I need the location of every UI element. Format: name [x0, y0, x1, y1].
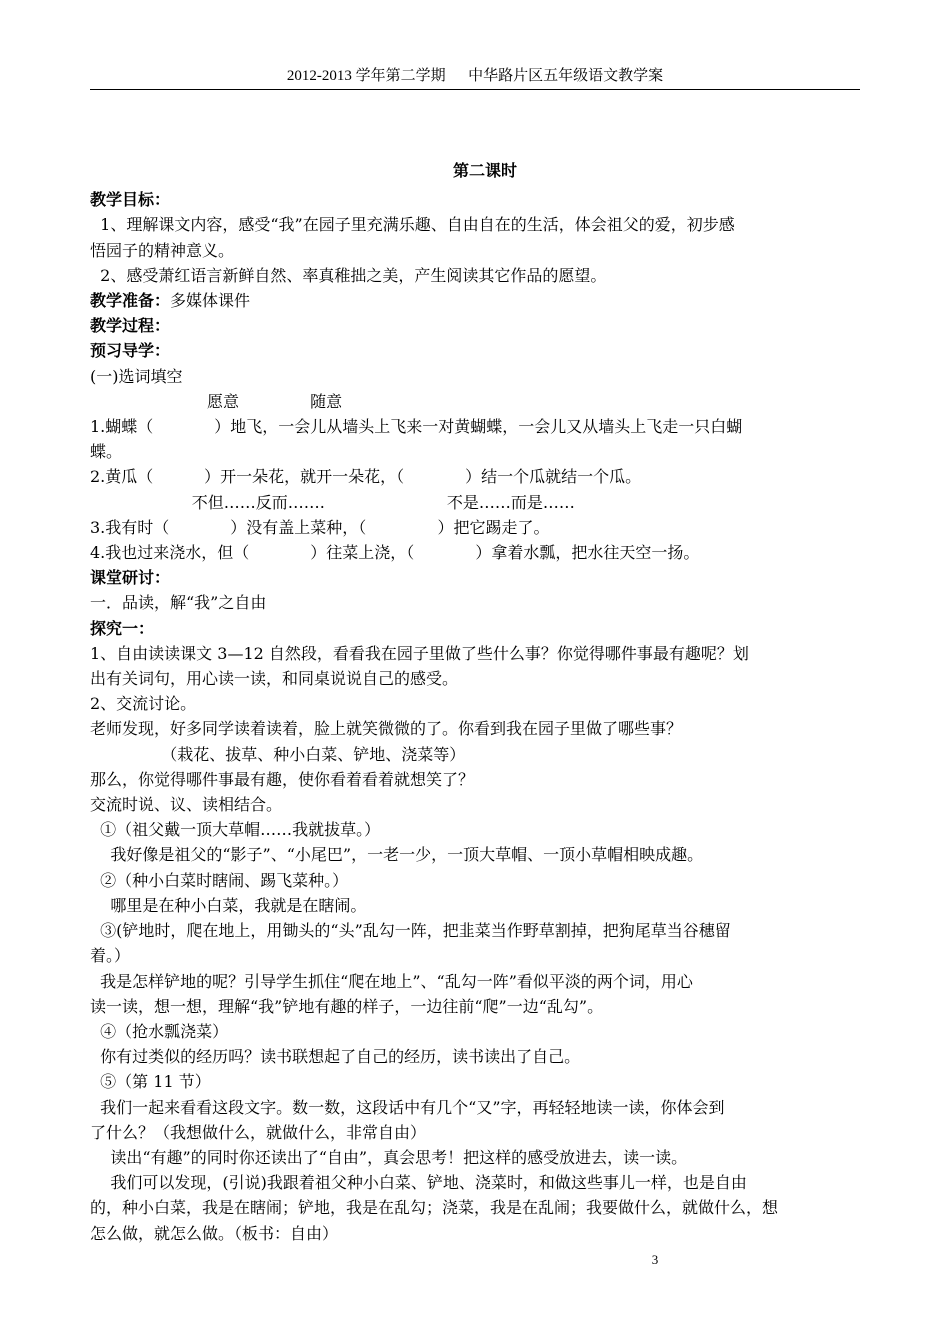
header-rule	[90, 89, 860, 90]
text-line: 老师发现，好多同学读着读着，脸上就笑微微的了。你看到我在园子里做了哪些事？	[90, 719, 683, 739]
section-heading: 教学准备：	[90, 291, 171, 311]
text-line: 那么，你觉得哪件事最有趣，使你看着看着就想笑了？	[90, 769, 475, 789]
text-line: 悟园子的精神意义。	[90, 240, 235, 260]
text-line: ②（种小白菜时瞎闹、踢飞菜种。）	[90, 870, 349, 890]
text-line: 1、自由读读课文 3—12 自然段，看看我在园子里做了些什么事？你觉得哪件事最有趣呢？划	[90, 643, 749, 663]
text-line: 我们可以发现，(引说)我跟着祖父种小白菜、铲地、浇菜时，和做这些事儿一样，也是自由	[90, 1173, 747, 1193]
text-line: ③(铲地时，爬在地上，用锄头的“头”乱勾一阵，把韭菜当作野草割掉，把狗尾草当谷穗留	[90, 921, 731, 941]
text-line: 着。）	[90, 946, 131, 966]
text-line: 我是怎样铲地的呢？引导学生抓住“爬在地上”、“乱勾一阵”看似平淡的两个词，用心	[90, 971, 693, 991]
text-line: 不但……反而……. 不是……而是……	[90, 492, 575, 512]
text-line: 了什么？（我想做什么，就做什么，非常自由）	[90, 1122, 427, 1142]
text-line: 读出“有趣”的同时你还读出了“自由”，真会思考！把这样的感受放进去，读一读。	[90, 1147, 688, 1167]
heading-value: 多媒体课件	[170, 291, 251, 311]
text-line: 2、感受萧红语言新鲜自然、率真稚拙之美，产生阅读其它作品的愿望。	[90, 265, 607, 285]
text-line: 4.我也过来浇水，但（ ）往菜上浇，（ ）拿着水瓢，把水往天空一扬。	[90, 543, 700, 563]
text-line: ④（抢水瓢浇菜）	[90, 1021, 229, 1041]
text-line: 1.蝴蝶（ ）地飞，一会儿从墙头上飞来一对黄蝴蝶，一会儿又从墙头上飞走一只白蝴	[90, 417, 743, 437]
text-line: 交流时说、议、读相结合。	[90, 795, 283, 815]
lesson-content	[90, 158, 860, 1246]
section-heading: 教学过程：	[90, 316, 171, 336]
text-line: 蝶。	[90, 442, 123, 462]
text-line: 2、交流讨论。	[90, 694, 197, 714]
text-line: 1、理解课文内容，感受“我”在园子里充满乐趣、自由自在的生活，体会祖父的爱，初步感	[90, 215, 735, 235]
text-line: 出有关词句，用心读一读，和同桌说说自己的感受。	[90, 669, 459, 689]
section-heading: 教学目标：	[90, 190, 171, 210]
text-line: 愿意 随意	[90, 391, 343, 411]
text-line: ⑤（第 11 节）	[90, 1072, 211, 1092]
text-line	[90, 288, 860, 313]
text-line: 哪里是在种小白菜，我就是在瞎闹。	[90, 895, 367, 915]
text-line: ①（祖父戴一顶大草帽……我就拔草。）	[90, 820, 381, 840]
text-line: 怎么做，就怎么做。（板书：自由）	[90, 1223, 339, 1243]
text-line: 2.黄瓜（ ）开一朵花，就开一朵花，（ ）结一个瓜就结一个瓜。	[90, 467, 642, 487]
text-line: (一)选词填空	[90, 366, 183, 386]
text-line: 我们一起来看看这段文字。数一数，这段话中有几个“又”字，再轻轻地读一读，你体会到	[90, 1097, 725, 1117]
lesson-title: 第二课时	[452, 161, 517, 180]
section-heading: 预习导学：	[90, 341, 171, 361]
body-lines	[90, 187, 860, 1246]
text-line: 3.我有时（ ）没有盖上菜种，（ ）把它踢走了。	[90, 517, 550, 537]
text-line: 读一读，想一想，理解“我”铲地有趣的样子，一边往前“爬”一边“乱勾”。	[90, 996, 604, 1016]
text-line: 我好像是祖父的“影子”、“小尾巴”，一老一少，一顶大草帽、一顶小草帽相映成趣。	[90, 845, 704, 865]
page-number: 3	[651, 1252, 659, 1267]
text-line: 你有过类似的经历吗？读书联想起了自己的经历，读书读出了自己。	[90, 1047, 581, 1067]
text-line: （栽花、拔草、种小白菜、铲地、浇菜等）	[90, 744, 466, 764]
text-line: 的，种小白菜，我是在瞎闹；铲地，我是在乱勾；浇菜，我是在乱闹；我要做什么，就做什么，想	[90, 1198, 779, 1218]
section-heading: 课堂研讨：	[90, 568, 171, 588]
page-header: 2012-2013 学年第二学期 中华路片区五年级语文教学案	[286, 68, 664, 84]
section-heading: 探究一：	[90, 618, 155, 638]
text-line: 一．品读，解“我”之自由	[90, 593, 267, 613]
